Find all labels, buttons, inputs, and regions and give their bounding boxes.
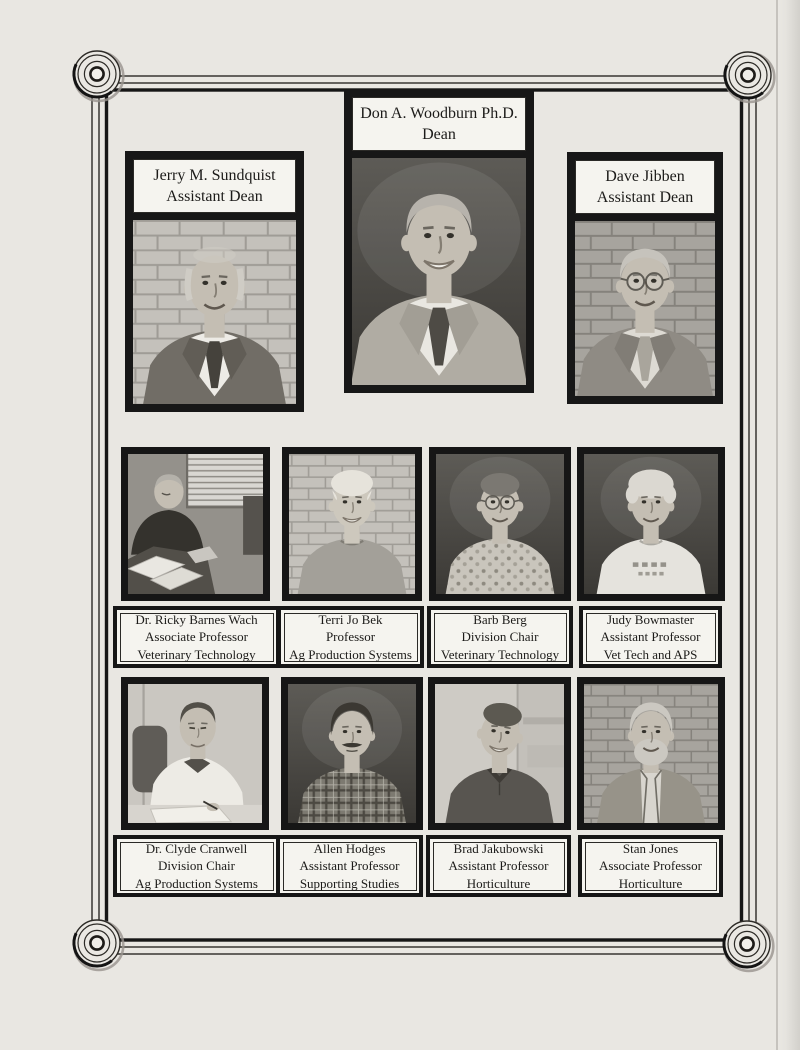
person-title: Associate Professor <box>599 858 702 874</box>
portrait-image <box>352 158 526 385</box>
person-title: Dean <box>422 126 456 144</box>
dean-name-plate <box>575 160 715 214</box>
person-title: Assistant Professor <box>600 629 701 645</box>
person-name: Jerry M. Sundquist <box>153 167 276 184</box>
portrait-image <box>584 454 718 594</box>
person-department: Vet Tech and APS <box>603 646 698 662</box>
portrait-photo <box>133 220 296 404</box>
person-title: Assistant Dean <box>596 189 694 207</box>
person-department: Veterinary Technology <box>137 646 256 662</box>
faculty-photo-frame <box>428 677 571 830</box>
faculty-photo-frame <box>282 447 422 601</box>
portrait-photo <box>584 454 718 594</box>
portrait-photo <box>575 221 715 396</box>
faculty-name-plate-inner <box>283 842 417 891</box>
faculty-name-plate-inner <box>120 842 274 891</box>
faculty-name-plate-inner <box>284 613 418 662</box>
faculty-name-plate-inner <box>434 613 567 662</box>
portrait-photo <box>352 158 526 385</box>
faculty-photo-frame <box>577 447 725 601</box>
person-department: Ag Production Systems <box>135 875 258 891</box>
portrait-image <box>133 220 296 404</box>
person-name: Allen Hodges <box>313 840 386 856</box>
faculty-name-plate <box>427 606 573 668</box>
person-name: Stan Jones <box>622 840 679 856</box>
portrait-photo <box>289 454 415 594</box>
portrait-photo <box>584 684 718 823</box>
assistant-dean-card <box>125 151 304 412</box>
person-name: Barb Berg <box>473 611 527 627</box>
faculty-name-plate <box>578 835 723 897</box>
faculty-name-plate <box>426 835 571 897</box>
person-department: Horticulture <box>466 875 531 891</box>
person-title: Division Chair <box>158 858 235 874</box>
faculty-name-plate <box>113 835 280 897</box>
portrait-image <box>288 684 416 823</box>
person-department: Ag Production Systems <box>289 646 412 662</box>
portrait-photo <box>435 684 564 823</box>
dean-card <box>344 89 534 393</box>
person-name: Don A. Woodburn Ph.D. <box>360 105 518 122</box>
faculty-photo-frame <box>121 677 269 830</box>
faculty-photo-frame <box>577 677 725 830</box>
person-title: Assistant Professor <box>299 858 400 874</box>
dean-name-plate <box>352 97 526 151</box>
faculty-photo-frame <box>121 447 270 601</box>
portrait-image <box>128 454 263 594</box>
portrait-photo <box>128 454 263 594</box>
portrait-image <box>584 684 718 823</box>
faculty-name-plate-inner <box>120 613 274 662</box>
faculty-name-plate-inner <box>586 613 716 662</box>
faculty-photo-frame <box>429 447 571 601</box>
person-name: Brad Jakubowski <box>453 840 544 856</box>
person-name: Dave Jibben <box>605 168 685 185</box>
person-department: Supporting Studies <box>299 875 400 891</box>
person-name: Dr. Ricky Barnes Wach <box>135 611 258 627</box>
person-department: Veterinary Technology <box>440 646 560 662</box>
portrait-image <box>289 454 415 594</box>
person-name: Judy Bowmaster <box>606 611 695 627</box>
person-name: Dr. Clyde Cranwell <box>145 840 248 856</box>
faculty-name-plate <box>277 606 424 668</box>
dean-name-plate <box>133 159 296 213</box>
portrait-photo <box>288 684 416 823</box>
faculty-name-plate <box>276 835 423 897</box>
person-title: Professor <box>325 629 376 645</box>
person-title: Assistant Dean <box>166 188 263 206</box>
person-department: Horticulture <box>618 875 683 891</box>
corner-ornament-top-left <box>74 51 123 101</box>
corner-ornament-bottom-right <box>724 921 773 971</box>
portrait-image <box>128 684 262 823</box>
person-title: Assistant Professor <box>448 858 549 874</box>
portrait-photo <box>128 684 262 823</box>
faculty-photo-frame <box>281 677 423 830</box>
faculty-name-plate <box>579 606 722 668</box>
corner-ornament-top-right <box>725 52 774 102</box>
person-title: Division Chair <box>461 629 539 645</box>
faculty-name-plate-inner <box>433 842 565 891</box>
faculty-name-plate-inner <box>585 842 717 891</box>
corner-ornament-bottom-left <box>74 920 123 970</box>
assistant-dean-card <box>567 152 723 404</box>
person-title: Associate Professor <box>145 629 248 645</box>
portrait-image <box>436 454 564 594</box>
portrait-image <box>435 684 564 823</box>
faculty-name-plate <box>113 606 280 668</box>
person-name: Terri Jo Bek <box>318 611 383 627</box>
portrait-image <box>575 221 715 396</box>
portrait-photo <box>436 454 564 594</box>
